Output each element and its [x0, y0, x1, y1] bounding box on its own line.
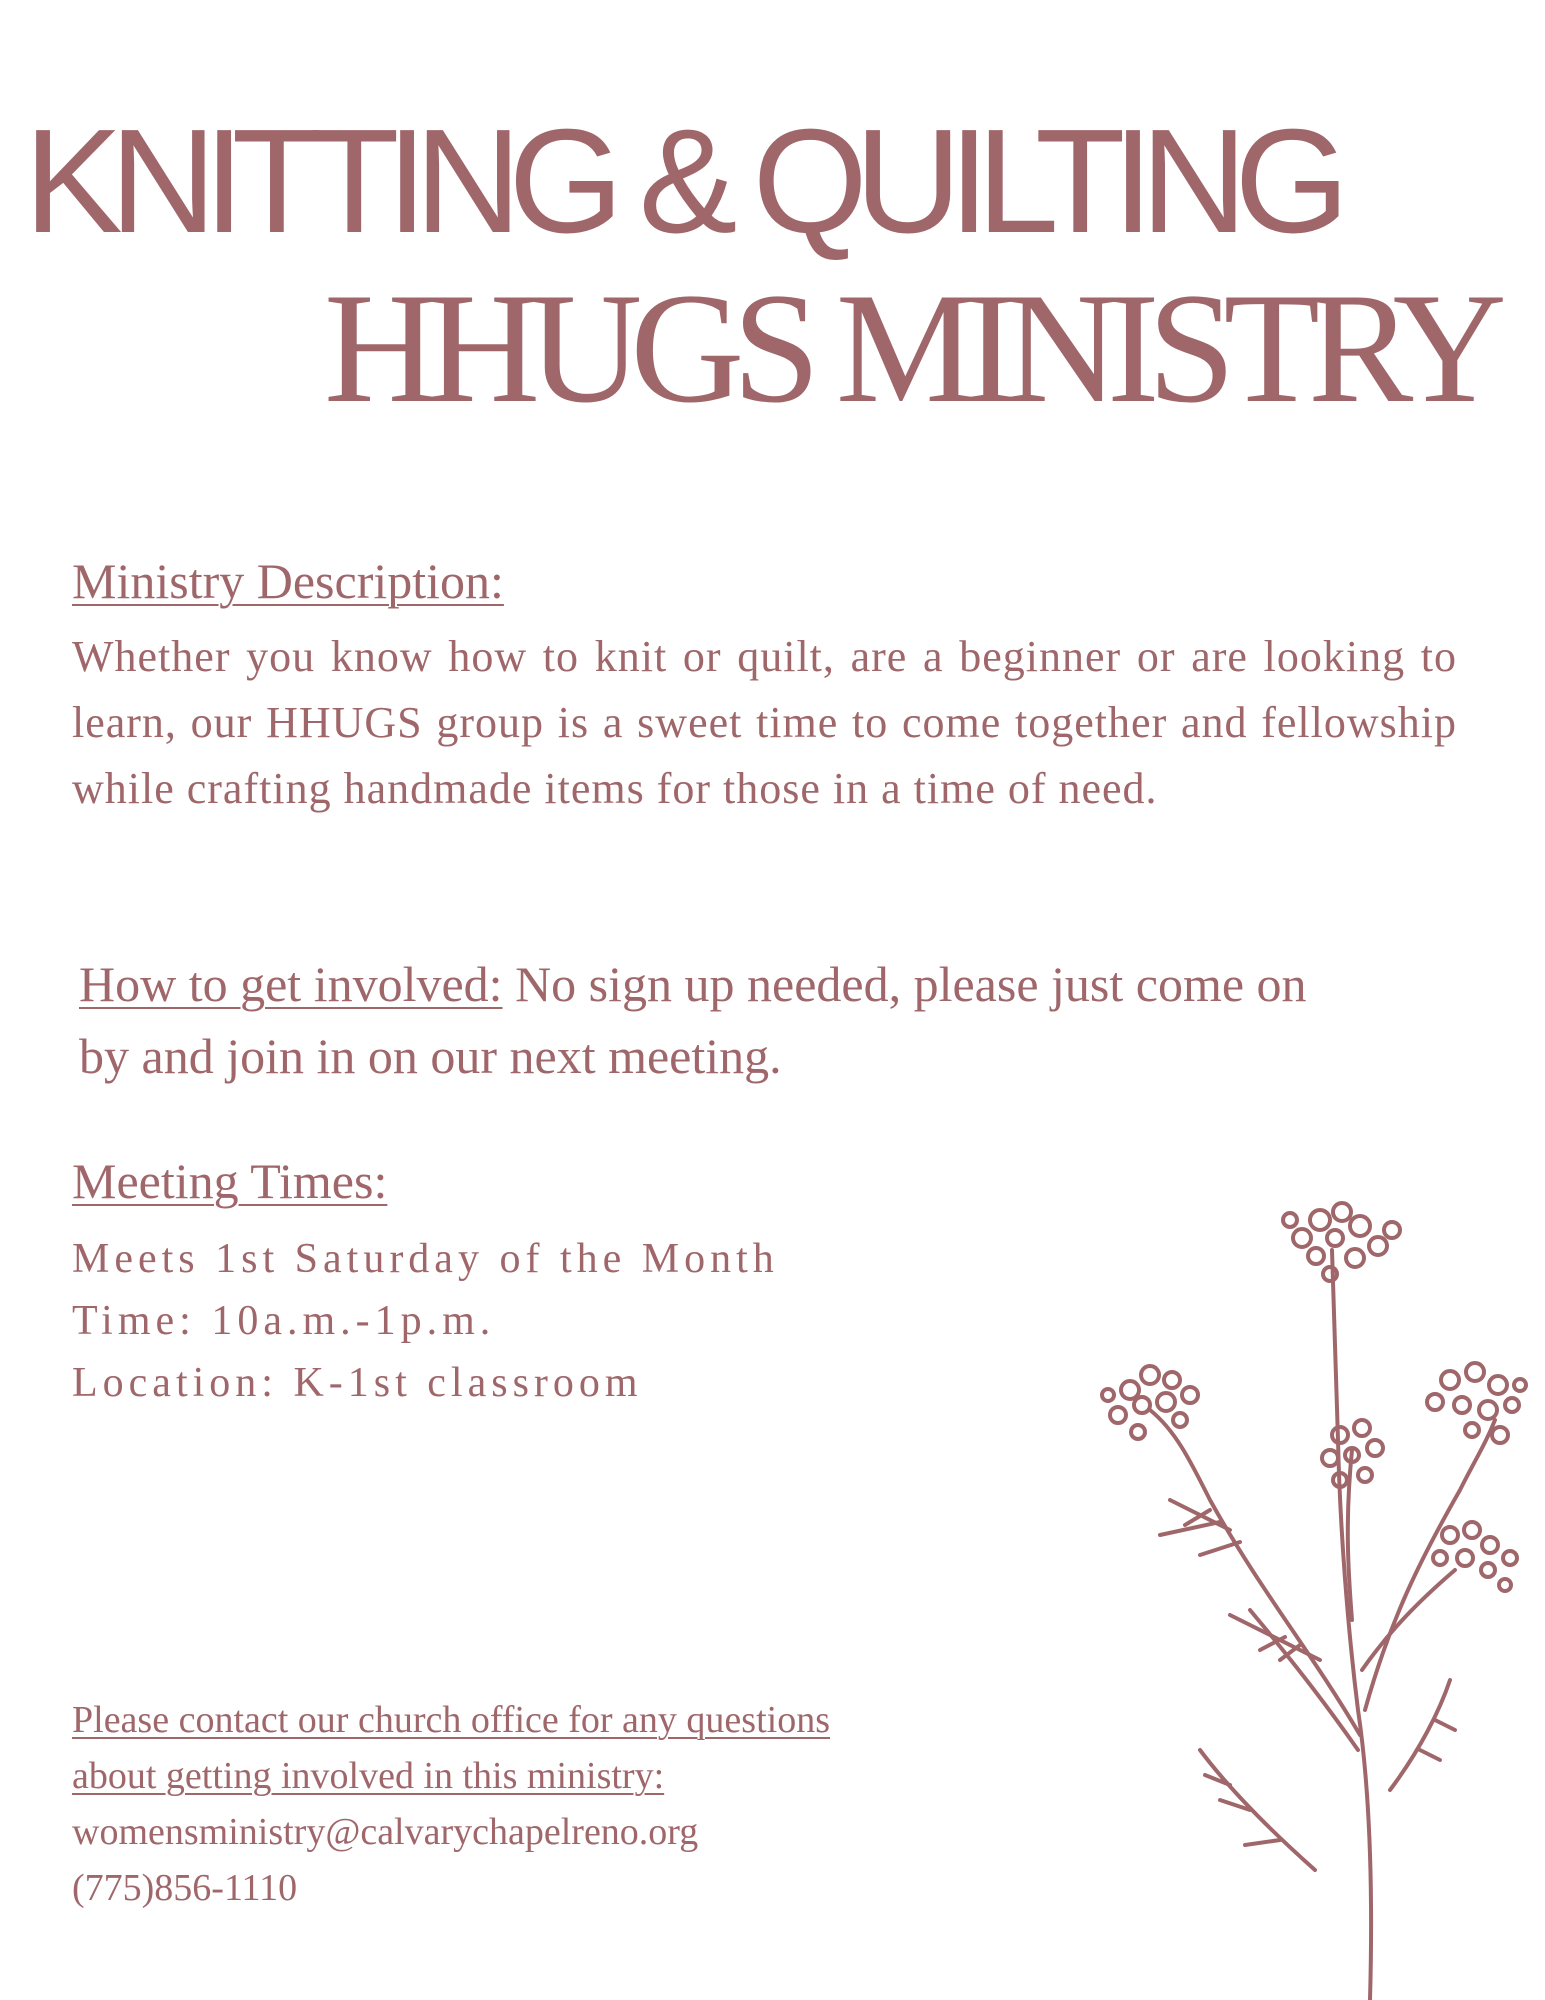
- meeting-schedule: Meets 1st Saturday of the Month: [72, 1236, 779, 1282]
- meeting-location: Location: K-1st classroom: [72, 1360, 643, 1406]
- meeting-details: [72, 1228, 779, 1414]
- description-heading: Ministry Description:: [72, 553, 504, 609]
- involvement-body: No sign up needed, please just come on by and join in on our next meeting.: [79, 956, 1307, 1084]
- meeting-time: Time: 10a.m.-1p.m.: [72, 1298, 496, 1344]
- involvement-section: [79, 948, 1329, 1092]
- contact-email[interactable]: womensministry@calvarychapelreno.org: [72, 1811, 699, 1853]
- title-line-1: KNITTING & QUILTING: [24, 99, 1337, 264]
- contact-section: [72, 1692, 830, 1916]
- contact-line-1: Please contact our church office for any questions: [72, 1699, 830, 1741]
- meeting-heading: Meeting Times:: [72, 1153, 388, 1209]
- wildflower-illustration-icon: [1090, 1190, 1530, 2000]
- description-body: Whether you know how to knit or quilt, are a beginner or are looking to learn, our HHUGS group is a sweet time to come together and fellowship while crafting handmade items for those in a time of need.: [72, 632, 1457, 813]
- title-line-2: HHUGS MINISTRY: [324, 261, 1495, 436]
- involvement-heading: How to get involved:: [79, 956, 503, 1012]
- contact-phone[interactable]: (775)856-1110: [72, 1867, 298, 1909]
- contact-line-2: about getting involved in this ministry:: [72, 1755, 665, 1797]
